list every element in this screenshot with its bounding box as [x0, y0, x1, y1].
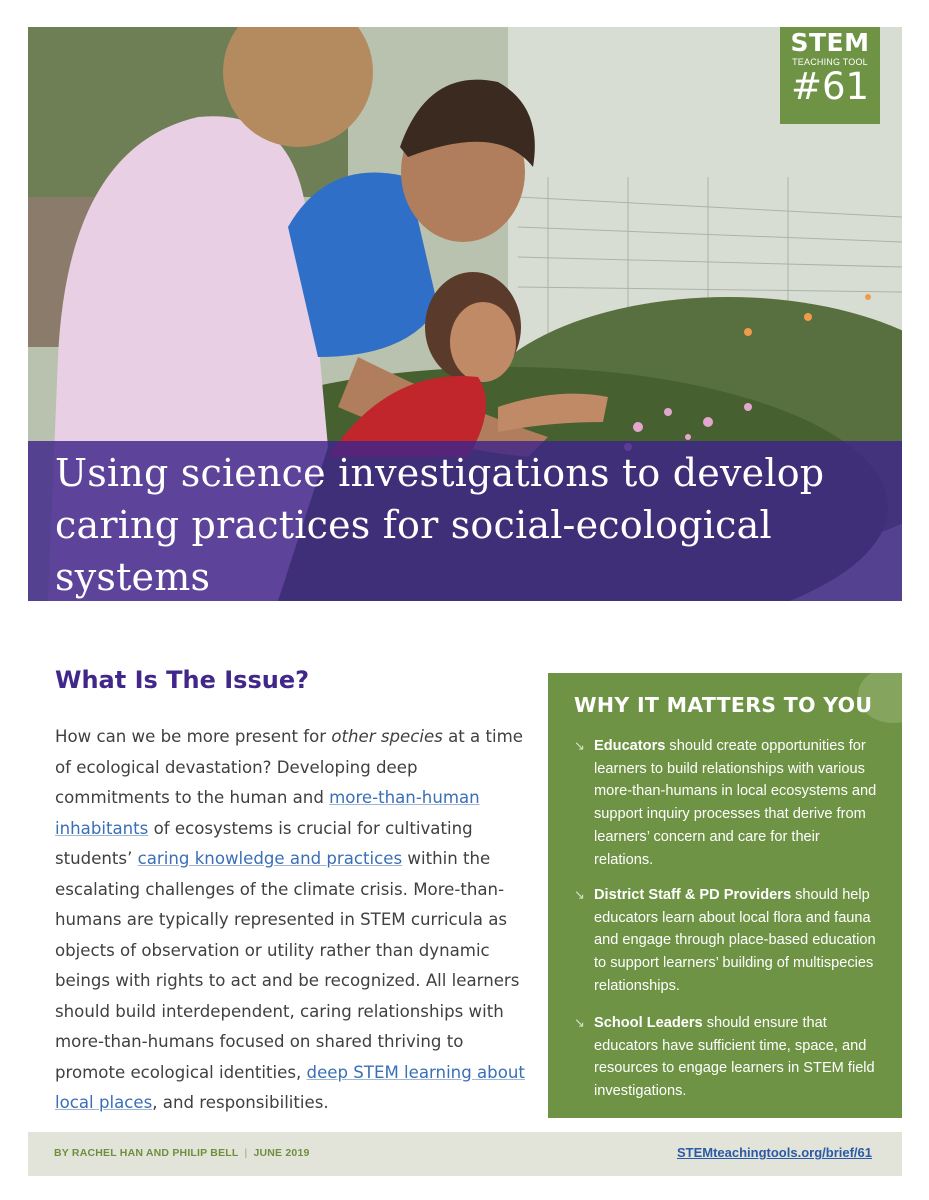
issue-text: of ecosystems is crucial for cultivating students’ [55, 818, 473, 868]
more-than-human-inhabitants-link[interactable]: more-than-human inhabitants [55, 788, 480, 838]
caring-knowledge-link[interactable]: caring knowledge and practices [137, 849, 403, 868]
why-heading: WHY IT MATTERS TO YOU [574, 693, 873, 717]
badge-stem: STEM [790, 28, 870, 57]
arrow-icon: ↘ [574, 1015, 585, 1030]
authors: BY RACHEL HAN AND PHILIP BELL [54, 1147, 239, 1159]
badge-teaching-tool: TEACHING TOOL [792, 57, 868, 67]
recommendation-text [594, 735, 879, 871]
footer-bar [28, 1132, 902, 1176]
deep-stem-learning-link[interactable]: deep STEM learning about local places [55, 1062, 525, 1112]
recommendation-text [594, 884, 879, 998]
recommendation-body: should help educators learn about local flora and fauna and engage through place-based education to support learners’ building of multispecies relationships. [594, 887, 876, 994]
recommendation-role: District Staff & PD Providers [594, 887, 792, 903]
publish-date: JUNE 2019 [253, 1147, 310, 1159]
recommendation-body: should ensure that educators have sufficient time, space, and resources to engage learners in STEM field investigations. [594, 1015, 875, 1100]
hero-photo [28, 27, 902, 601]
page-title: Using science investigations to develop caring practices for social-ecological systems [55, 451, 825, 599]
recommendation-district-staff [574, 884, 879, 998]
issue-text: How can we be more present for [55, 727, 332, 746]
badge-number: #61 [790, 65, 870, 108]
brief-url-link[interactable]: STEMteachingtools.org/brief/61 [676, 1145, 872, 1160]
issue-heading: What Is The Issue? [55, 666, 310, 694]
recommendation-school-leaders [574, 1012, 879, 1103]
byline [54, 1147, 310, 1159]
issue-text: at a time of ecological devastation? Developing deep commitments to the human and [55, 727, 523, 807]
recommendation-role: School Leaders [594, 1015, 703, 1031]
why-it-matters-box [548, 673, 902, 1118]
title-band [28, 441, 902, 601]
arrow-icon: ↘ [574, 887, 585, 902]
recommendation-role: Educators [594, 738, 666, 754]
recommendation-text [594, 1012, 879, 1103]
issue-text: , and responsibilities. [152, 1093, 329, 1112]
issue-text: within the escalating challenges of the climate crisis. More-than-humans are typically represented in STEM curricula as objects of observation or utility rather than dynamic beings with rights to act and be recognized. All learners should build interdependent, caring relationships with more-than-humans focused on shared thriving to promote ecological identities, [55, 849, 520, 1082]
issue-text-emphasis: other species [331, 727, 443, 746]
stem-teaching-tool-badge [780, 27, 880, 124]
issue-paragraph [55, 722, 525, 1119]
recommendation-body: should create opportunities for learners to build relationships with various more-than-humans in local ecosystems and support inquiry processes that derive from learners’ concern and care for their relations. [594, 738, 877, 868]
byline-separator: | [244, 1147, 248, 1159]
recommendation-educators [574, 735, 879, 871]
arrow-icon: ↘ [574, 738, 585, 753]
